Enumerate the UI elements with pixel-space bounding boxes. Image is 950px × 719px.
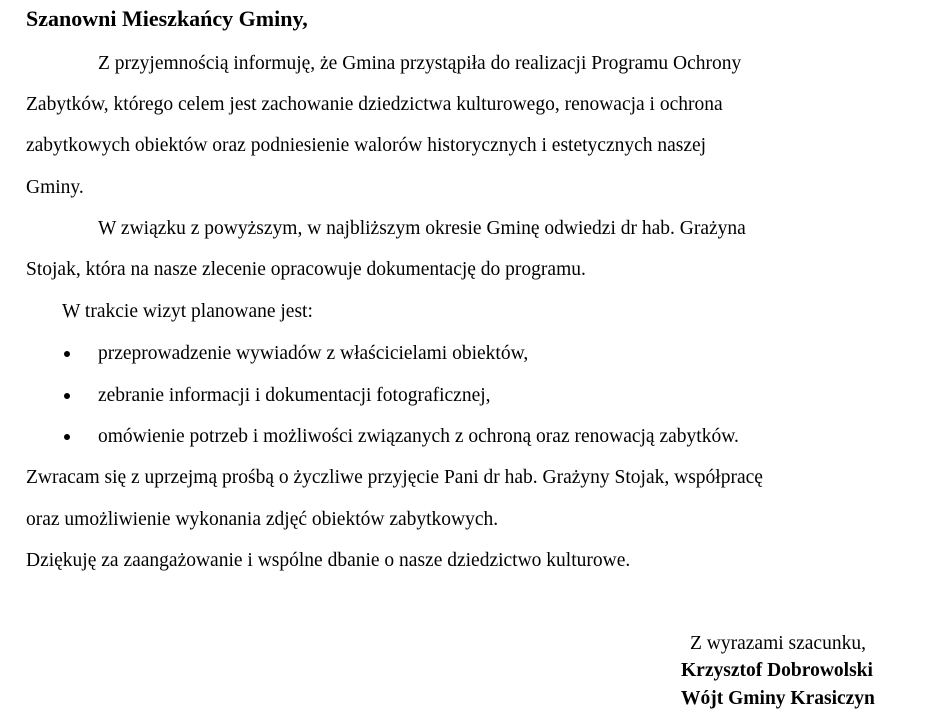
signer-title: Wójt Gminy Krasiczyn xyxy=(681,688,875,709)
paragraph-line: Zabytków, którego celem jest zachowanie dziedzictwa kulturowego, renowacja i ochrona xyxy=(26,94,723,115)
list-item-text: zebranie informacji i dokumentacji fotograficznej, xyxy=(98,385,491,406)
list-item-text: omówienie potrzeb i możliwości związanych z ochroną oraz renowacją zabytków. xyxy=(98,426,739,447)
salutation: Szanowni Mieszkańcy Gminy, xyxy=(26,6,308,31)
paragraph-line: Gminy. xyxy=(26,177,84,198)
paragraph-line: Z przyjemnością informuję, że Gmina przystąpiła do realizacji Programu Ochrony xyxy=(98,53,742,74)
bullet-icon xyxy=(64,351,70,357)
bullet-icon xyxy=(64,434,70,440)
list-intro: W trakcie wizyt planowane jest: xyxy=(62,301,313,322)
paragraph-line: W związku z powyższym, w najbliższym okresie Gminę odwiedzi dr hab. Grażyna xyxy=(98,218,746,239)
paragraph-thanks: Dziękuję za zaangażowanie i wspólne dbanie o nasze dziedzictwo kulturowe. xyxy=(26,550,631,571)
paragraph-line: zabytkowych obiektów oraz podniesienie walorów historycznych i estetycznych naszej xyxy=(26,135,707,156)
list-item-text: przeprowadzenie wywiadów z właścicielami obiektów, xyxy=(98,343,529,364)
signer-name: Krzysztof Dobrowolski xyxy=(681,660,873,681)
closing-phrase: Z wyrazami szacunku, xyxy=(690,633,866,654)
paragraph-line: Stojak, która na nasze zlecenie opracowuje dokumentację do programu. xyxy=(26,259,586,280)
bullet-icon xyxy=(64,393,70,399)
paragraph-line: Zwracam się z uprzejmą prośbą o życzliwe przyjęcie Pani dr hab. Grażyny Stojak, współpracę xyxy=(26,467,763,488)
paragraph-line: oraz umożliwienie wykonania zdjęć obiektów zabytkowych. xyxy=(26,509,499,530)
